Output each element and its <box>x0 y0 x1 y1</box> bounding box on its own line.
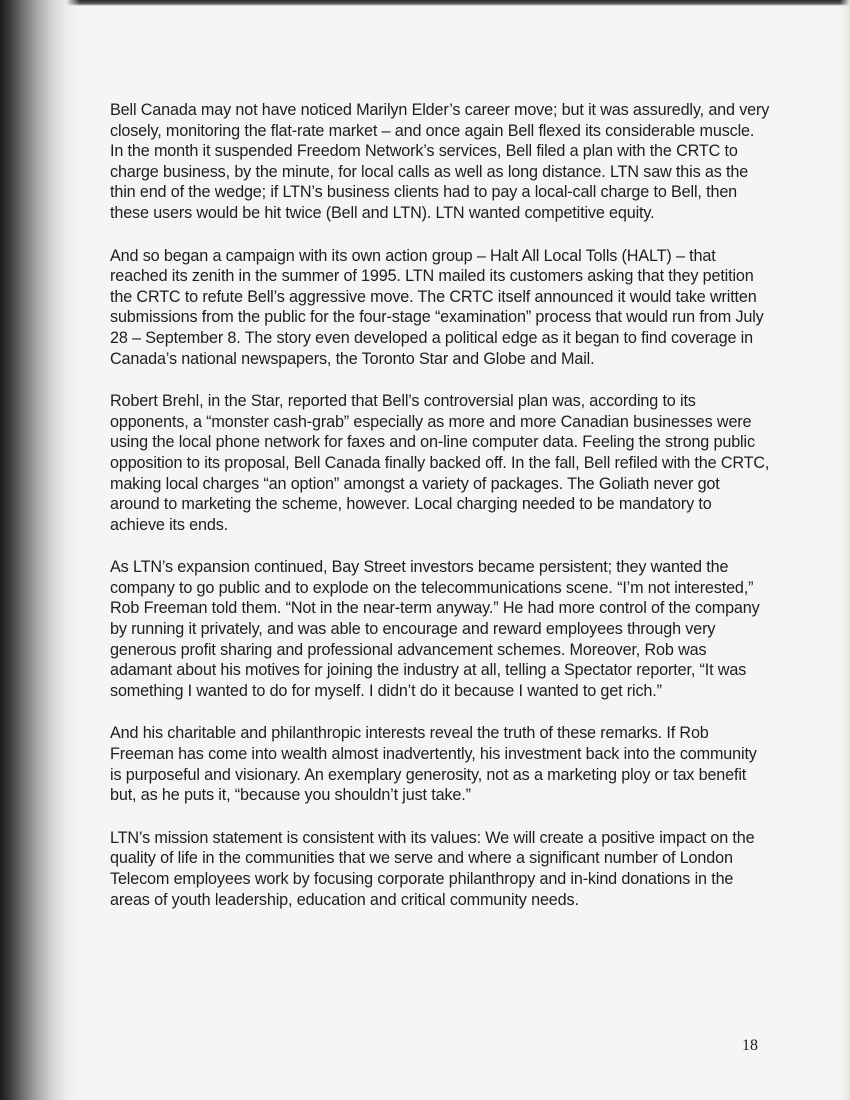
paragraph-star-report: Robert Brehl, in the Star, reported that Bell’s controversial plan was, according to its opponents, a “monster cash-grab” especially as more and more Canadian businesses were using the local phone network for faxes and on-line computer data. Feeling the strong public opposition to its proposal, Bell Canada finally backed off. In the fall, Bell refiled with the CRTC, making local charges “an option” amongst a variety of packages. The Goliath never got around to marketing the scheme, however. Local charging needed to be mandatory to achieve its ends. <box>110 392 770 534</box>
paragraph-mission-statement: LTN’s mission statement is consistent with its values: We will create a positive impact on the quality of life in the communities that we serve and where a significant number of London Telecom employees work by focusing corporate philanthropy and in-kind donations in the areas of youth leadership, education and critical community needs. <box>110 828 755 909</box>
paragraph-bell-flat-rate: Bell Canada may not have noticed Marilyn Elder’s career move; but it was assuredly, and very closely, monitoring the flat-rate market – and once again Bell flexed its considerable muscle. In the month it suspended Freedom Network’s services, Bell filed a plan with the CRTC to charge business, by the minute, for local calls as well as long distance. LTN saw this as the thin end of the wedge; if LTN’s business clients had to pay a local-call charge to Bell, then these users would be hit twice (Bell and LTN). LTN wanted competitive equity. <box>110 101 770 222</box>
paragraph-bay-street: As LTN’s expansion continued, Bay Street investors became persistent; they wanted the company to go public and to explode on the telecommunications scene. “I’m not interested,” Rob Freeman told them. “Not in the near-term anyway.” He had more control of the company by running it privately, and was able to encourage and reward employees through very generous profit sharing and professional advancement schemes. Moreover, Rob was adamant about his motives for joining the industry at all, telling a Spectator reporter, “It was something I wanted to do for myself. I didn’t do it because I wanted to get rich.” <box>110 558 760 700</box>
book-spine-shadow <box>0 0 80 1100</box>
page-number: 18 <box>742 1037 758 1054</box>
paragraph-halt-campaign: And so began a campaign with its own action group – Halt All Local Tolls (HALT) – that reached its zenith in the summer of 1995. LTN mailed its customers asking that they petition the CRTC to refute Bell’s aggressive move. The CRTC itself announced it would take written submissions from the public for the four-stage “examination” process that would run from July 28 – September 8. The story even developed a political edge as it began to find coverage in Canada’s national newspapers, the Toronto Star and Globe and Mail. <box>110 246 764 368</box>
page-body <box>110 100 770 932</box>
page-right-edge <box>840 0 850 1100</box>
paragraph-philanthropy: And his charitable and philanthropic interests reveal the truth of these remarks. If Rob Freeman has come into wealth almost inadvertently, his investment back into the community is purposeful and visionary. An exemplary generosity, not as a marketing ploy or tax benefit but, as he puts it, “because you shouldn’t just take.” <box>110 724 757 805</box>
page-top-edge <box>0 0 850 6</box>
